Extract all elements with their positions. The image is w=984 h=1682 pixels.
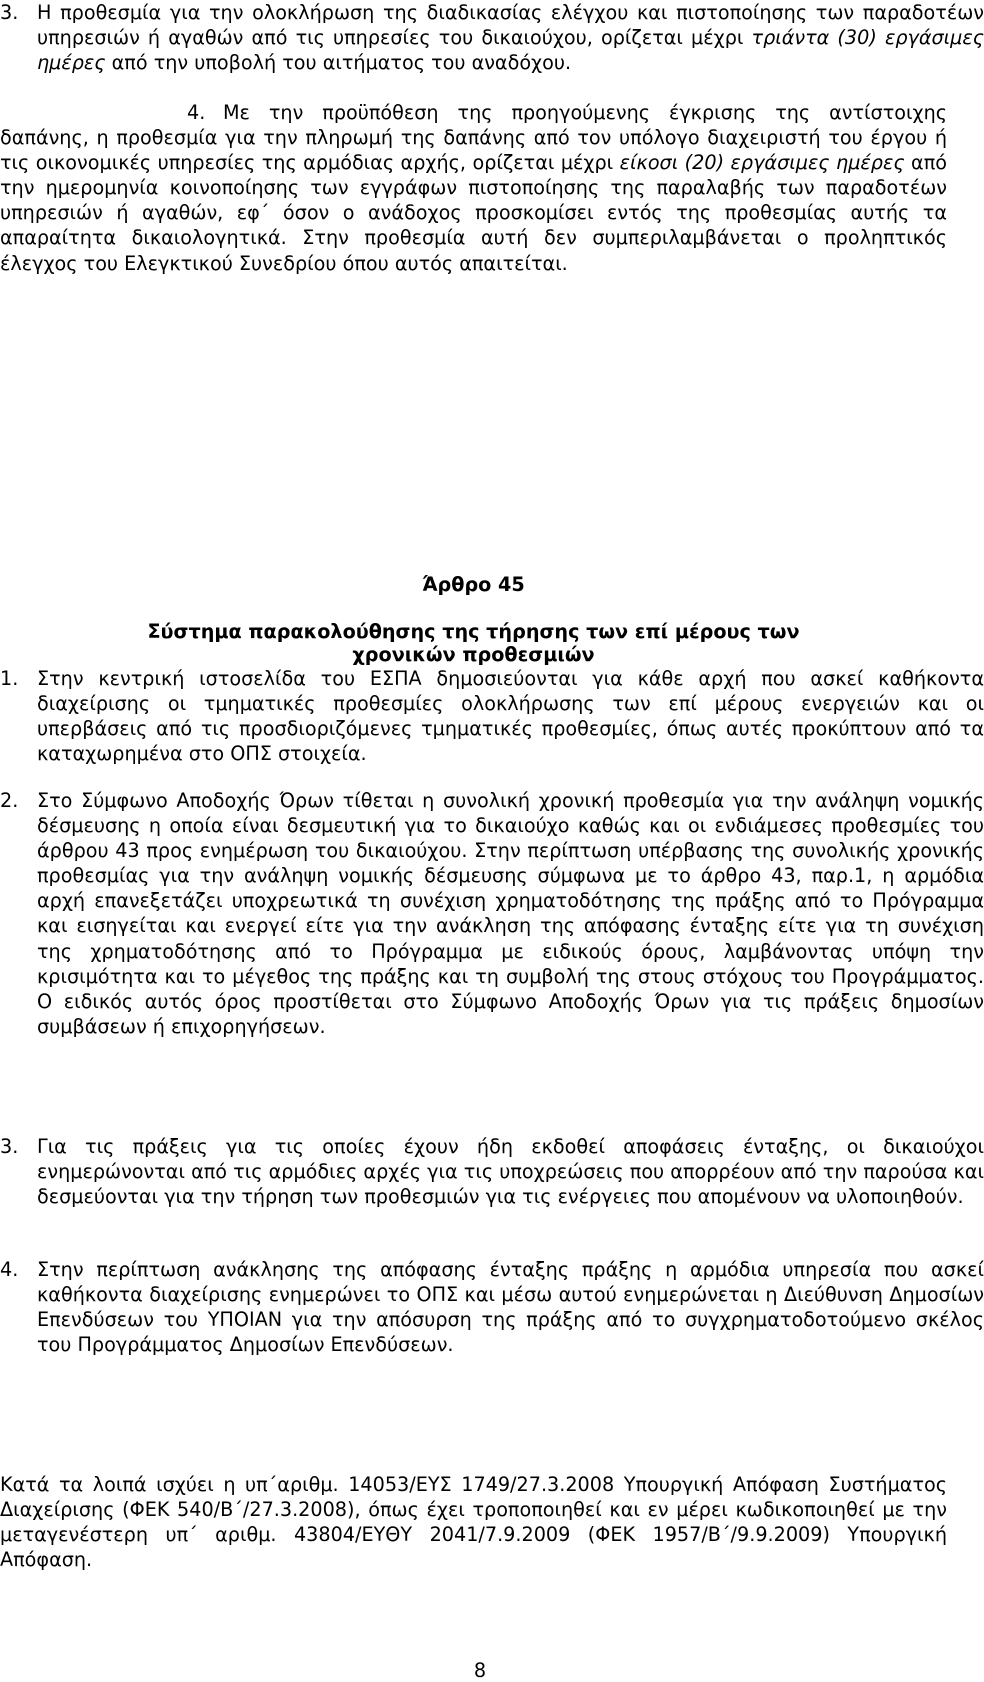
paragraph-2-text: Στο Σύμφωνο Αποδοχής Όρων τίθεται η συνολική χρονική προθεσμία για την ανάληψη νομικής δέσμευσης η οποία είναι δεσμευτική για το δικαιούχο καθώς και οι ενδιάμεσες προθεσμίες του άρθρου 43 προς ενημέρωση του δικαιούχου. Στην περίπτωση υπέρβασης της συνολικής χρονικής προθεσμίας για την ανάληψη νομικής δέσμευσης σύμφωνα με το άρθρο 43, παρ.1, η αρμόδια αρχή επανεξετάζει υποχρεωτικά τη συνέχιση χρηματοδότησης της πράξης από το Πρόγραμμα και εισηγείται και ενεργεί είτε για την ανάκληση της απόφασης ένταξης είτε για τη συνέχιση της χρηματοδότησης από το Πρόγραμμα με ειδικούς όρους, λαμβάνοντας υπόψη την κρισιμότητα και το μέγεθος της πράξης και τη συμβολή της στους στόχους του Προγράμματος. Ο ειδικός αυτός όρος προστίθεται στο Σύμφωνο Αποδοχής Όρων για τις πράξεις δημοσίων συμβάσεων ή επιχορηγήσεων. (37, 789, 984, 1038)
paragraph-4 (0, 1257, 984, 1357)
paragraph-2-number: 2. (0, 789, 19, 812)
paragraph-3 (0, 1134, 984, 1209)
article-subtitle: Σύστημα παρακολούθησης της τήρησης των επί μέρους των χρονικών προθεσμιών (147, 620, 800, 667)
closing-paragraph: Κατά τα λοιπά ισχύει η υπ΄αριθμ. 14053/ΕΥΣ 1749/27.3.2008 Υπουργική Απόφαση Συστήματος Διαχείρισης (ΦΕΚ 540/Β΄/27.3.2008), όπως έχει τροποποιηθεί και εν μέρει κωδικοποιηθεί με την μεταγενέστερη υπ΄ αριθμ. 43804/ΕΥΘΥ 2041/7.9.2009 (ΦΕΚ 1957/Β΄/9.9.2009) Υπουργική Απόφαση. (0, 1473, 947, 1572)
item-4-paragraph (0, 100, 947, 276)
paragraph-3-text: Για τις πράξεις για τις οποίες έχουν ήδη εκδοθεί αποφάσεις ένταξης, οι δικαιούχοι ενημερώνονται από τις αρμόδιες αρχές για τις υποχρεώσεις που απορρέουν από την παρούσα και δεσμεύονται για την τήρηση των προθεσμιών για τις ενέργειες που απομένουν να υλοποιηθούν. (37, 1135, 984, 1209)
paragraph-1-text: Στην κεντρική ιστοσελίδα του ΕΣΠΑ δημοσιεύονται για κάθε αρχή που ασκεί καθήκοντα διαχείρισης οι τμηματικές προθεσμίες ολοκλήρωσης των επί μέρους ενεργειών και οι υπερβάσεις από τις προσδιοριζόμενες τμηματικές προθεσμίες, όπως αυτές προκύπτουν από τα καταχωρημένα στο ΟΠΣ στοιχεία. (37, 667, 984, 766)
item-3-paragraph (0, 0, 984, 75)
article-title: Άρθρο 45 (422, 573, 525, 596)
item-4-text-emphasis: είκοσι (20) εργάσιμες ημέρες (619, 151, 905, 175)
item-4-text-post: από την ημερομηνία κοινοποίησης των εγγράφων πιστοποίησης της παραλαβής των παραδοτέων υπηρεσιών ή αγαθών, εφ΄ όσον ο ανάδοχος προσκομίσει εντός της προθεσμίας αυτής τα απαραίτητα δικαιολογητικά. Στην προθεσμία αυτή δεν συμπεριλαμβάνεται ο προληπτικός έλεγχος του Ελεγκτικού Συνεδρίου όπου αυτός απαιτείται. (0, 151, 947, 275)
paragraph-2 (0, 788, 984, 1039)
item-3-text-post: από την υποβολή του αιτήματος του αναδόχου. (105, 51, 572, 75)
paragraph-3-number: 3. (0, 1135, 19, 1158)
page-number: 8 (473, 1659, 487, 1682)
item-3-number: 3. (0, 1, 19, 24)
paragraph-4-text: Στην περίπτωση ανάκλησης της απόφασης ένταξης πράξης η αρμόδια υπηρεσία που ασκεί καθήκοντα διαχείρισης ενημερώνει το ΟΠΣ και μέσω αυτού ενημερώνεται η Διεύθυνση Δημοσίων Επενδύσεων του ΥΠΟΙΑΝ για την απόσυρση της πράξης από το συγχρηματοδοτούμενο σκέλος του Προγράμματος Δημοσίων Επενδύσεων. (37, 1258, 984, 1357)
item-3-text-pre: Η προθεσμία για την ολοκλήρωση της διαδικασίας ελέγχου και πιστοποίησης των παραδοτέων υπηρεσιών ή αγαθών από τις υπηρεσίες του δικαιούχου, ορίζεται μέχρι (37, 1, 984, 50)
paragraph-1 (0, 666, 984, 766)
item-4-number: 4. (187, 101, 206, 124)
item-4-text-pre: Με την προϋπόθεση της προηγούμενης έγκρισης της αντίστοιχης δαπάνης, η προθεσμία για την πληρωμή της δαπάνης από τον υπόλογο διαχειριστή του έργου ή τις οικονομικές υπηρεσίες της αρμόδιας αρχής, ορίζεται μέχρι (0, 101, 947, 175)
paragraph-4-number: 4. (0, 1258, 19, 1281)
paragraph-1-number: 1. (0, 667, 19, 690)
item-3-text-emphasis: τριάντα (30) εργάσιμες ημέρες (37, 26, 984, 75)
